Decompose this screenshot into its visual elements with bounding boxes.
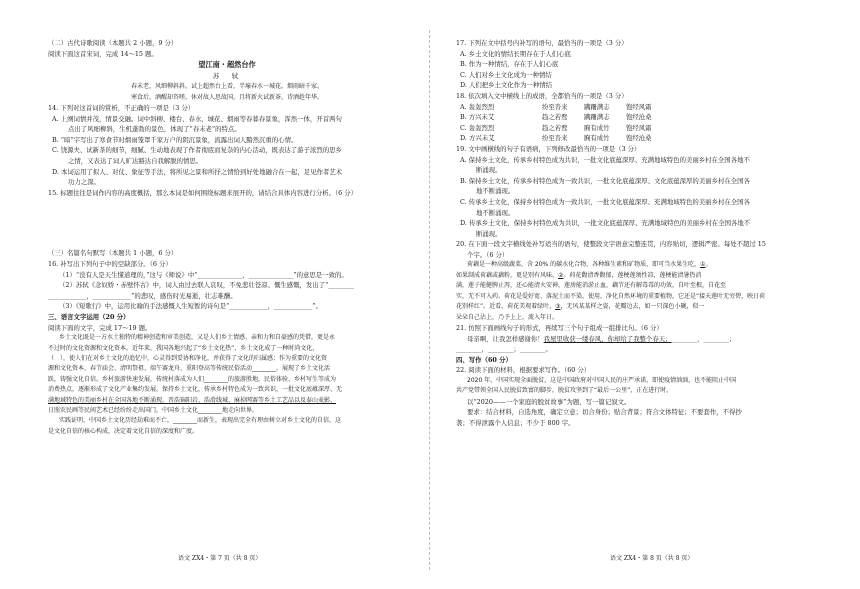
- q19-option-a: A. 保持乡土文化，传承乡村特色成为共识，一批文化底蕴深厚、充满地域特色的美丽乡村在全国各地不: [460, 155, 750, 164]
- poem-line-2: 寒食后，酒醒却咨嗟。休对故人思故国，且将新火试新茶。诗酒趁年华。: [130, 93, 323, 101]
- q20-passage-6: 朵朵自己沾上，乃予上上，流入年日。: [456, 313, 559, 321]
- passage-line-2: 不过时的文化资源和文化资本。近年来，我国各地兴起了“乡土文化热”，乡土文化成了一种时尚文化，: [48, 344, 319, 352]
- q21-example-line-2: ________，________；________。: [456, 345, 552, 354]
- q19-stem: 19. 文中画横线的句子有语病，下列修改最恰当的一项是（3 分）: [456, 144, 641, 153]
- q22-stem: 22. 阅读下面的材料，根据要求写作。（60 分）: [456, 366, 591, 375]
- q16-item-2: （2）苏轼《念奴娇・赤壁怀古》中，词人由过去联人哀叹，不免悲壮苍凉、慨生感慨，发出了“________: [59, 281, 354, 290]
- q19-option-c: C. 传承乡土文化，保持乡村特色成为一致共识，一批文化底蕴深厚、充满地域特色的美丽乡村在全国各: [460, 197, 750, 206]
- q19-option-c-cont: 地不断涌现。: [476, 208, 515, 217]
- q17-option-a: A. 乡土文化的情结长期存在于人们心底: [460, 49, 571, 58]
- right-page: [430, 0, 860, 589]
- q22-requirements-cont: 袭；不得泄露个人信息；不少于 800 字。: [456, 418, 575, 427]
- passage-line-7: 满地域特色的美丽乡村在全国各地不断涌现。晋浩锦阳岩、浩滑线城、麻掉网赛等乡土工艺品以及泰山麦影、: [48, 396, 337, 404]
- passage-line-8: 日照农民画等民间艺术已经纷纷走出国门，中国乡土文化________地走向世界。: [48, 406, 259, 414]
- q16-item-1: （1）“没有人是天生懂道理的，”这与《师说》中“______________，______________”的意思是一致的。: [59, 270, 348, 279]
- q19-option-a-cont: 断涌现。: [476, 166, 502, 175]
- section2-intro: 阅读下面这首宋词，完成 14～15 题。: [48, 49, 158, 58]
- passage-line-10: 是文化自信的核心构成，决定着文化自信的深度和广度。: [48, 427, 199, 435]
- part4-header: 四、写作（60 分）: [456, 355, 512, 364]
- q20-passage-1: 荷藕是一种高级蔬菜，含 20% 的碳水化合物，各种维生素和矿物质，即可当水果生吃，①。: [467, 261, 712, 269]
- passage-line-9: 实践证明，中国乡土文化历经劫难而不亡，________而新生，表现出完全有理由树立对乡土文化的自信，这: [59, 417, 342, 425]
- q16-item-3: （3）《短歌行》中，运用比喻的手法感慨人生短暂的诗句是“____________，____________”。: [59, 302, 323, 311]
- q15-stem: 15. 标题往往是词作内容的高度概括，那么本词是如何围绕标题来展开的，请结合具体内容进行分析。（6 分）: [48, 188, 358, 197]
- q21-example-line-1: 母亲啊，让我怎样感谢你！我屋里收获一缕春风，你却给了我整个春天；________，________；: [467, 334, 736, 343]
- passage-line-5: 跃，铸强文化自信。乡村旅游快速发展，传统村落成为人们________的旅游胜地，民俗体验、乡村写生等成为: [48, 375, 337, 383]
- section3-header: （三）名篇名句默写（本题共 1 小题，6 分）: [48, 249, 178, 258]
- q19-option-d-cont: 断涌现。: [476, 229, 502, 238]
- passage-line-3: （ ），使人们在对乡土文化的追忆中，心灵得到妥协和净化，并获得了文化的归属感；作为重要的文化资: [48, 354, 328, 362]
- q19-option-d: D. 传承乡土文化，保持乡村特色成为共识，一批文化底蕴深厚、充满地域特色的美丽乡村在全国各地不: [460, 219, 751, 228]
- q20-passage-5: 花别样红”。近看，荷花美观着绿叶，③，无风某某样之姿，花瓣边去，如一只深色小碗，似一: [456, 303, 705, 311]
- q19-option-b-cont: 地不断涌现。: [476, 187, 515, 196]
- q20-blank-2: ②: [558, 271, 564, 279]
- q20-passage-4: 实，无不可入药。荷花是爱好宽、落泥土而不染，使用，净化自然环境的重要植物，它还是“接天莲叶无穷碧，映日荷: [456, 292, 766, 300]
- q14-option-d-cont: 功力之深。: [68, 178, 100, 187]
- q14-option-b: B. “暗”字写出了寒食节时烟雨笼罩千家万户的阴沉景象，流露出词人黯然沉重的心情。: [52, 135, 298, 144]
- q22-material-2: 共产党带领全国人民脱贫致富的脚步，脱贫攻坚到了“最后一公里”，正在进行时。: [456, 387, 673, 395]
- q18-option-a: A. 轰轰烈烈 纷至沓来 蹒跚满志 饱经风霜: [460, 102, 652, 111]
- q20-passage-2: 如果制成荷藕或藕粉，更是别有风味。②。荷花馥清香馥郁，莲梗莲须性凉，莲梗能清暑热消: [456, 271, 702, 279]
- q22-task: 以“2020——一个家庭的脱贫故事”为题，写一篇记叙文。: [467, 397, 631, 406]
- q18-stem: 18. 依次填入文中横线上的成语，全都恰当的一项是（3 分）: [456, 91, 628, 100]
- q14-option-c-cont: 之情，又表达了词人旷达豁达自我解脱的情思。: [68, 156, 203, 165]
- passage-line-6: 消费热点，逐渐形成了文化产业集约发展。保持乡土文化，传承乡村特色成为一致共识，一批文化底蕴深厚、无: [48, 386, 343, 394]
- passage-line-1: 乡土文化既是一方水土独特的精神创造和审美创造，又是人们乡土情感、亲和力和自豪感的凭借，更是永: [59, 334, 336, 342]
- q14-stem: 14. 下列对这首词的赏析，不正确的一项是（3 分）: [48, 104, 195, 112]
- poem-title: 望江南・超然台作: [198, 60, 256, 70]
- q17-option-d: D. 人们把乡土文化作为一种情结: [460, 81, 553, 90]
- q14-option-a-cont: 点出了风细柳斜，生机蓬勃的景色，体现了“春未老”的特点。: [68, 125, 241, 134]
- q19-option-b: B. 保持乡土文化，传承乡村特色成为一致共识，一批文化底蕴深厚、文化底蕴深厚的美丽乡村在全国各: [460, 176, 750, 185]
- q18-option-b: B. 方兴未艾 趋之若鹜 蹒跚满志 饱经沧桑: [460, 113, 652, 122]
- q18-options: [456, 102, 820, 144]
- q16-item-2-cont: ____________，____________”的悲叹，感伤时光易逝，壮志难酬。: [48, 291, 237, 300]
- q16-stem: 16. 补写出下列句子中的空缺部分。（6 分）: [48, 259, 172, 268]
- poem-line-1: 春未老，风细柳斜斜。试上超然台上看，半壕春水一城花。烟雨暗千家。: [130, 83, 323, 91]
- q20-blank-3: ③: [555, 303, 561, 311]
- q21-stem: 21. 仿照下面画线句子的形式，再续写三个句子组成一组排比句。（6 分）: [456, 323, 663, 332]
- q14-option-a: A. 上阕词情并茂，情景交融。词中斜柳、楼台、春水、城花、烟雨等春暮春景象，浑然一体，开首两句: [52, 114, 342, 123]
- q18-option-d: D. 方兴未艾 纷至沓来 胸有成竹 饱经沧桑: [460, 134, 652, 143]
- page-footer: 语文 ZX4・第 7 页（共 8 页）: [178, 555, 262, 562]
- section2-header: （二）古代诗歌阅读（本题共 2 小题，9 分）: [48, 39, 178, 47]
- passage-line-4: 源和文化资本，春节庙会、清明祭祖、端午赛龙舟、重阳登高等传统民俗活动________，展现了乡土文化活: [48, 365, 331, 373]
- q14-option-d: D. 本词运用了拟人、对仗、象征等手法，将所见之景和所抒之情恰到好处地融合在一起，足见作者艺术: [52, 167, 343, 176]
- page-footer: 语文 ZX4・第 8 页（共 8 页）: [610, 555, 694, 562]
- q17-option-b: B. 作为一种情结，存在于人们心底: [460, 60, 559, 69]
- part3-header: 三、语言文字运用（20 分）: [48, 312, 130, 321]
- q22-material-1: 2020 年，中国实现全面脱贫，这是中国政府对中国人民的庄严承诺，即使疫情汹汹，也不能阻止中国: [467, 376, 737, 384]
- poem-author: 苏 轼: [212, 72, 242, 81]
- q20-stem-cont: 个字。（6 分）: [467, 250, 509, 259]
- q18-option-c: C. 轰轰烈烈 趋之若鹜 胸有成竹 饱经风霜: [460, 123, 652, 132]
- q14-option-c: C. 饶源夫、试新茶的细节，细腻、生动地表现了作者彻底而复杂的内心活动，既表达了游子浓烈的思乡: [52, 146, 342, 155]
- q17-stem: 17. 下列在文中括号内补写的语句，最恰当的一项是（3 分）: [456, 39, 628, 47]
- q22-requirements: 要求：结合材料，自选角度，确定立意；切合身份；贴合背景；符合文体特征；不要套作，不得抄: [467, 408, 742, 417]
- q20-passage-3: 满，莲子能健脾止泻，还心能清火安神，莲房能消淤止血，藕节还有解毒毒的功效，自叶至根，自花至: [456, 282, 727, 290]
- q15-answer-space: [48, 198, 406, 248]
- q20-stem: 20. 在下面一段文字横线处补写适当的语句，使整段文字语意完整连贯，内容贴切，逻辑严密。每处不超过 15: [456, 240, 766, 249]
- q17-option-c: C. 人们对乡土文化成为一种情结: [460, 70, 552, 79]
- part3-intro: 阅读下面的文字，完成 17～19 题。: [48, 323, 152, 332]
- q20-blank-1: ①: [700, 261, 706, 269]
